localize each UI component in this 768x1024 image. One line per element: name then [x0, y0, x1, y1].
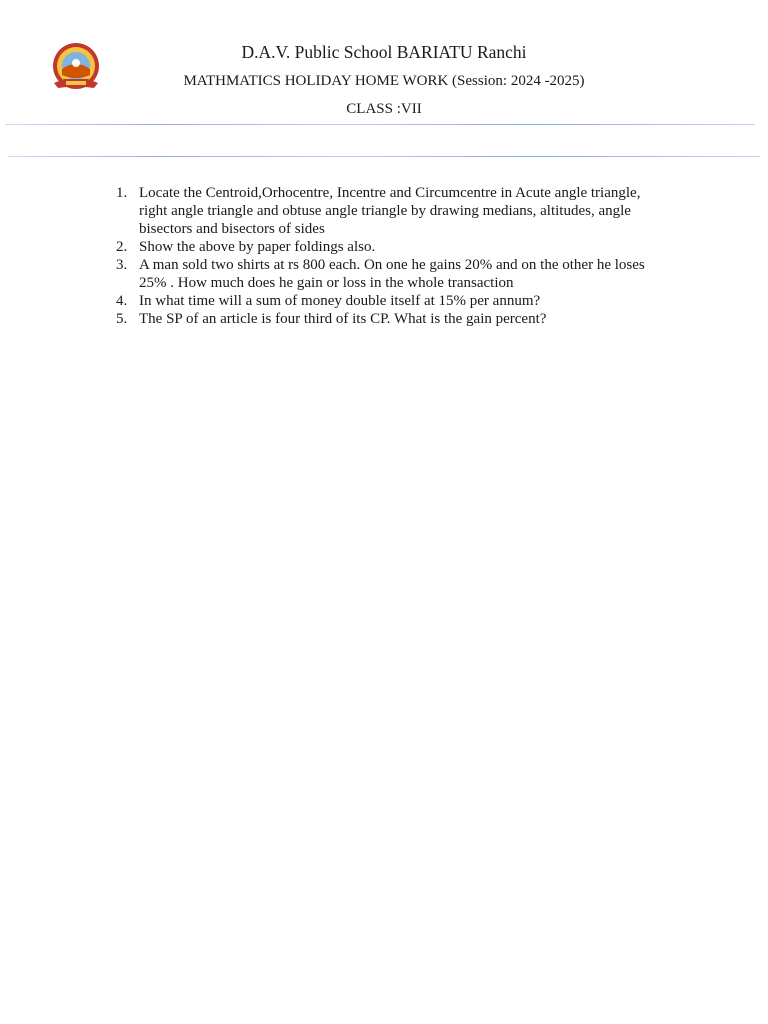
- header-divider-top: [5, 124, 755, 125]
- question-text: Show the above by paper foldings also.: [139, 239, 376, 255]
- question-text: In what time will a sum of money double itself at 15% per annum?: [139, 293, 541, 309]
- question-number: 5.: [116, 311, 128, 327]
- list-item: [112, 238, 672, 256]
- list-item: [112, 184, 672, 238]
- school-name: D.A.V. Public School BARIATU Ranchi: [241, 42, 527, 62]
- question-number: 1.: [116, 185, 128, 201]
- question-list: [112, 184, 672, 328]
- list-item: [112, 292, 672, 310]
- header-divider-bottom: [8, 156, 760, 157]
- list-item: [112, 310, 672, 328]
- question-text: A man sold two shirts at rs 800 each. On one he gains 20% and on the other he loses 25% . How much does he gain or loss in the whole transaction: [139, 257, 645, 291]
- question-text: Locate the Centroid,Orhocentre, Incentre and Circumcentre in Acute angle triangle, right angle triangle and obtuse angle triangle by drawing medians, altitudes, angle bisectors and bisectors of sides: [139, 185, 641, 237]
- question-number: 2.: [116, 239, 128, 255]
- question-number: 3.: [116, 257, 128, 273]
- question-number: 4.: [116, 293, 128, 309]
- homework-subtitle: MATHMATICS HOLIDAY HOME WORK (Session: 2024 -2025): [183, 73, 585, 89]
- class-label: CLASS :VII: [346, 101, 422, 117]
- list-item: [112, 256, 672, 292]
- question-text: The SP of an article is four third of its CP. What is the gain percent?: [139, 311, 547, 327]
